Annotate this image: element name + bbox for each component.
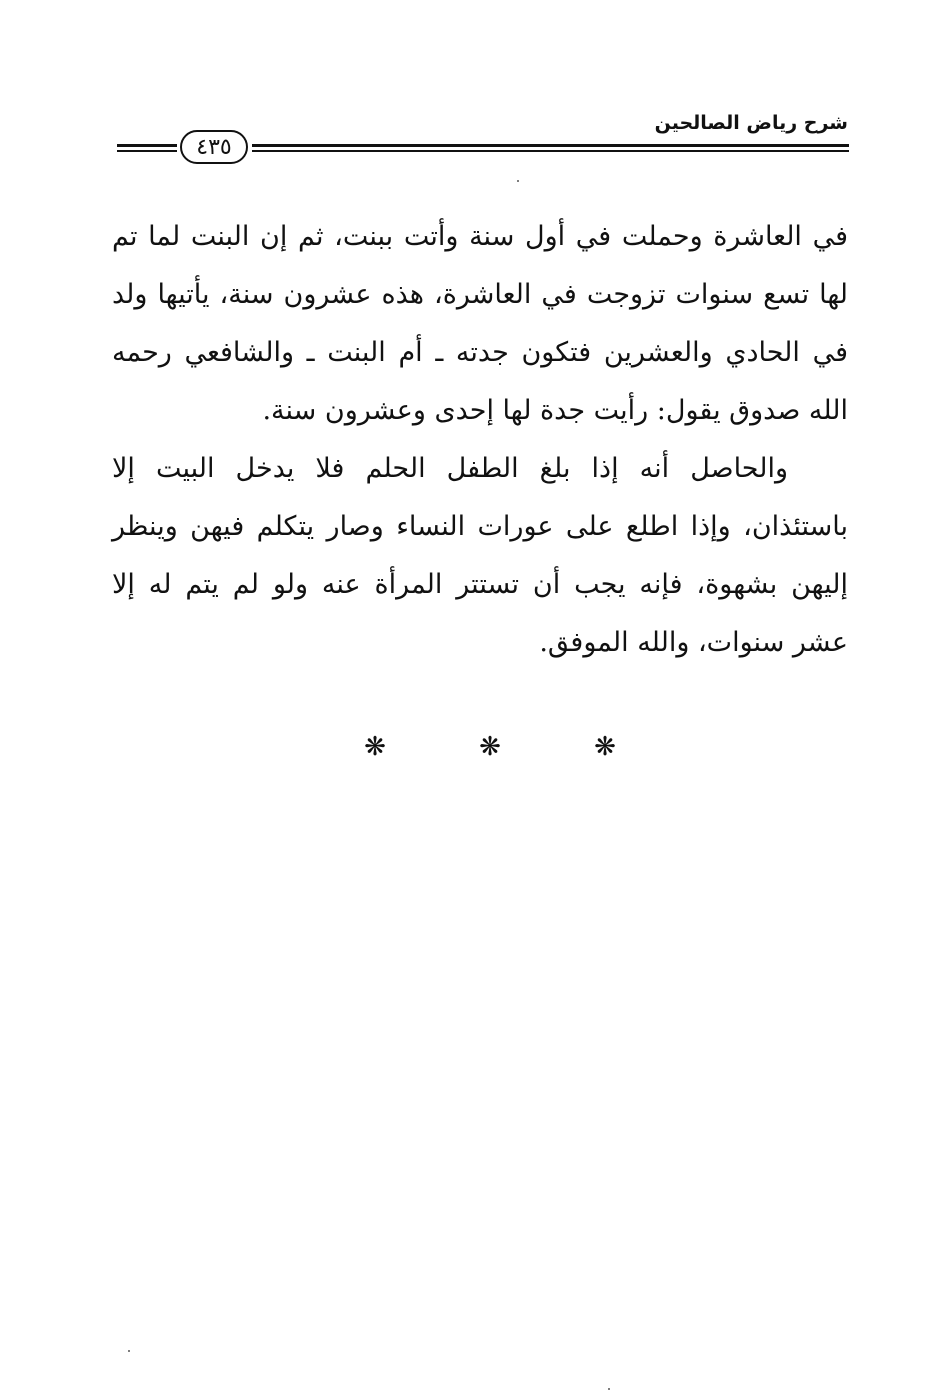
- header-rule-right-thin: [252, 150, 849, 152]
- separator-asterism-icon: ❋: [479, 732, 501, 762]
- paragraph-1: في العاشرة وحملت في أول سنة وأتت ببنت، ثم إن البنت لما تم لها تسع سنوات تزوجت في العاشرة، هذه عشرون سنة، يأتيها ولد في الحادي والعشرين فتكون جدته ـ أم البنت ـ والشافعي رحمه الله صدوق يقول: رأيت جدة لها إحدى وعشرون سنة.: [112, 221, 848, 426]
- body-text: [112, 208, 848, 672]
- separator-asterism-icon: ❋: [364, 732, 386, 762]
- paragraph-2: والحاصل أنه إذا بلغ الطفل الحلم فلا يدخل البيت إلا باستئذان، وإذا اطلع على عورات النساء وصار يتكلم فيهن وينظر إليهن بشهوة، فإنه يجب أن تستتر المرأة عنه ولو لم يتم له إلا عشر سنوات، والله الموفق.: [112, 453, 848, 658]
- running-title: شرح رياض الصالحين: [654, 112, 848, 134]
- section-separator: [360, 732, 620, 762]
- header-rule-left-thin: [117, 150, 177, 152]
- scan-speck: [608, 1388, 610, 1390]
- header-rule-right-thick: [252, 144, 849, 147]
- separator-asterism-icon: ❋: [594, 732, 616, 762]
- page-number-text: ٤٣٥: [196, 134, 232, 160]
- header-rule-left-thick: [117, 144, 177, 147]
- scan-speck: [517, 180, 519, 182]
- page-number: [180, 130, 248, 164]
- scan-speck: [128, 1350, 130, 1352]
